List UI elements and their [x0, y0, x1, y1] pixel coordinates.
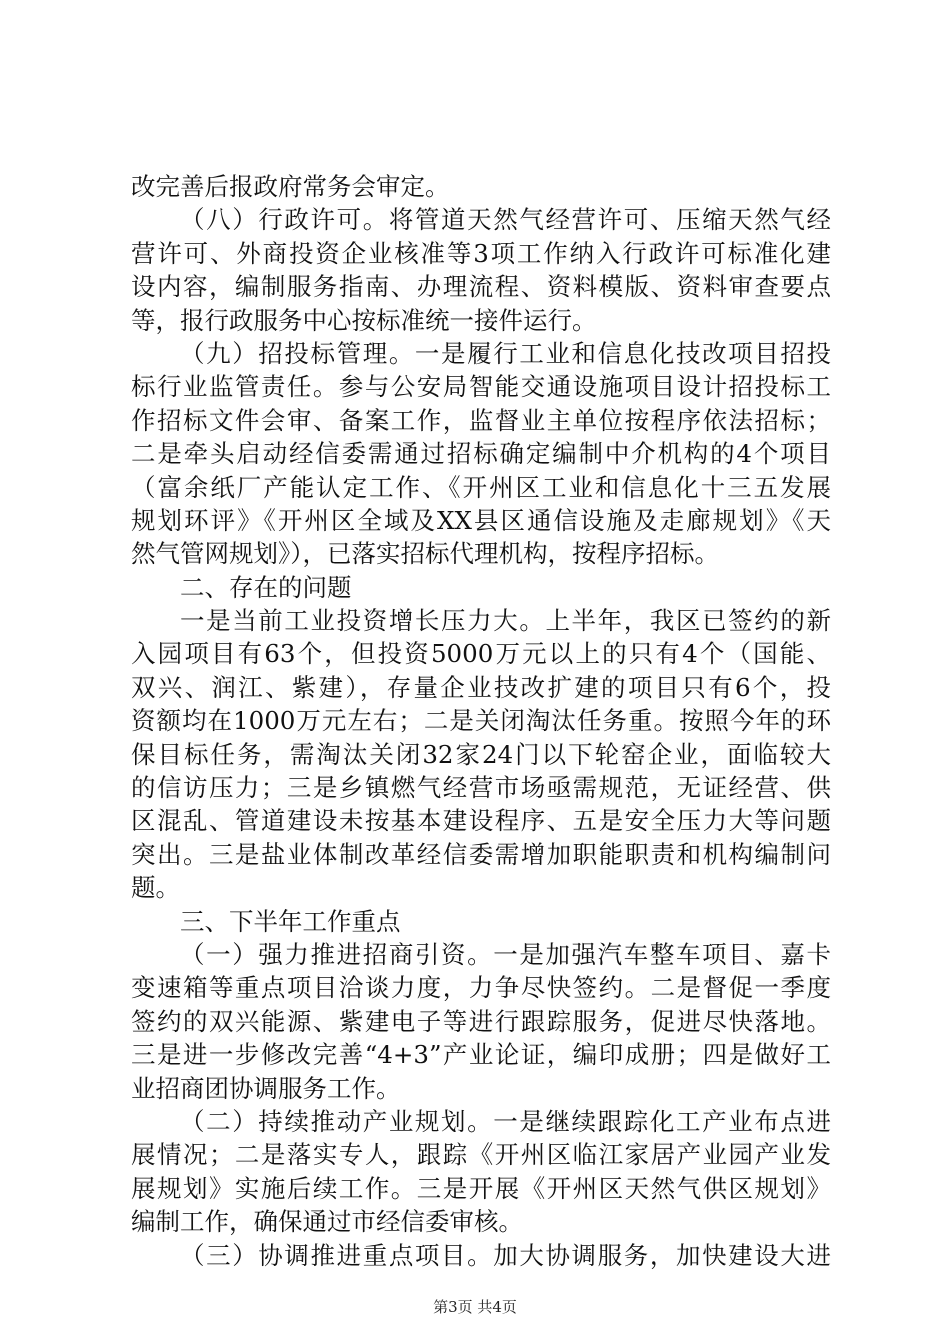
text-line: 标行业监管责任。参与公安局智能交通设施项目设计招投标工 [131, 372, 831, 402]
text-line: 等，报行政服务中心按标准统一接件运行。 [131, 305, 597, 335]
text-line: （富余纸厂产能认定工作、《开州区工业和信息化十三五发展 [131, 472, 831, 502]
text-line: 签约的双兴能源、紫建电子等进行跟踪服务，促进尽快落地。 [131, 1006, 831, 1036]
text-line: 保目标任务，需淘汰关闭32家24门以下轮窑企业，面临较大 [131, 739, 831, 769]
text-line: 改完善后报政府常务会审定。 [131, 172, 450, 201]
text-line: 双兴、润江、紫建），存量企业技改扩建的项目只有6个，投 [131, 672, 831, 702]
text-line: （一）强力推进招商引资。一是加强汽车整车项目、嘉卡 [180, 939, 831, 969]
text-line: （三）协调推进重点项目。加大协调服务，加快建设大进 [180, 1240, 831, 1270]
document-body [131, 170, 831, 1272]
text-line: 规划环评》《开州区全域及XX县区通信设施及走廊规划》《天 [131, 505, 831, 535]
text-line: 三、下半年工作重点 [180, 906, 401, 936]
text-line: 业招商团协调服务工作。 [131, 1073, 401, 1103]
page-footer: 第3页 共4页 [433, 1298, 517, 1316]
text-line: 展规划》实施后续工作。三是开展《开州区天然气供区规划》 [131, 1173, 831, 1203]
text-line: 二是牵头启动经信委需通过招标确定编制中介机构的4个项目 [131, 439, 831, 469]
text-line: 设内容，编制服务指南、办理流程、资料模版、资料审查要点 [131, 272, 831, 302]
text-line: 的信访压力；三是乡镇燃气经营市场亟需规范，无证经营、供 [131, 773, 831, 803]
text-line: 展情况；二是落实专人，跟踪《开州区临江家居产业园产业发 [131, 1140, 831, 1170]
text-line: 区混乱、管道建设未按基本建设程序、五是安全压力大等问题 [131, 806, 831, 836]
text-line: （二）持续推动产业规划。一是继续跟踪化工产业布点进 [180, 1106, 831, 1136]
text-line: 一是当前工业投资增长压力大。上半年，我区已签约的新 [180, 606, 831, 636]
text-line: （九）招投标管理。一是履行工业和信息化技改项目招投 [180, 338, 831, 368]
text-line: 变速箱等重点项目洽谈力度，力争尽快签约。二是督促一季度 [131, 973, 831, 1003]
text-line: （八）行政许可。将管道天然气经营许可、压缩天然气经 [180, 205, 831, 235]
text-line: 编制工作，确保通过市经信委审核。 [131, 1207, 523, 1237]
text-line: 突出。三是盐业体制改革经信委需增加职能职责和机构编制问 [131, 839, 831, 869]
text-line: 然气管网规划》），已落实招标代理机构，按程序招标。 [131, 539, 719, 569]
text-line: 三是进一步修改完善“4+3”产业论证，编印成册；四是做好工 [131, 1040, 831, 1070]
text-line: 营许可、外商投资企业核准等3项工作纳入行政许可标准化建 [131, 238, 831, 268]
text-line: 题。 [131, 873, 180, 903]
text-line: 资额均在1000万元左右；二是关闭淘汰任务重。按照今年的环 [131, 706, 831, 736]
text-line: 入园项目有63个，但投资5000万元以上的只有4个（国能、 [131, 639, 831, 669]
text-line: 作招标文件会审、备案工作，监督业主单位按程序依法招标； [131, 405, 831, 435]
text-line: 二、存在的问题 [180, 572, 352, 602]
